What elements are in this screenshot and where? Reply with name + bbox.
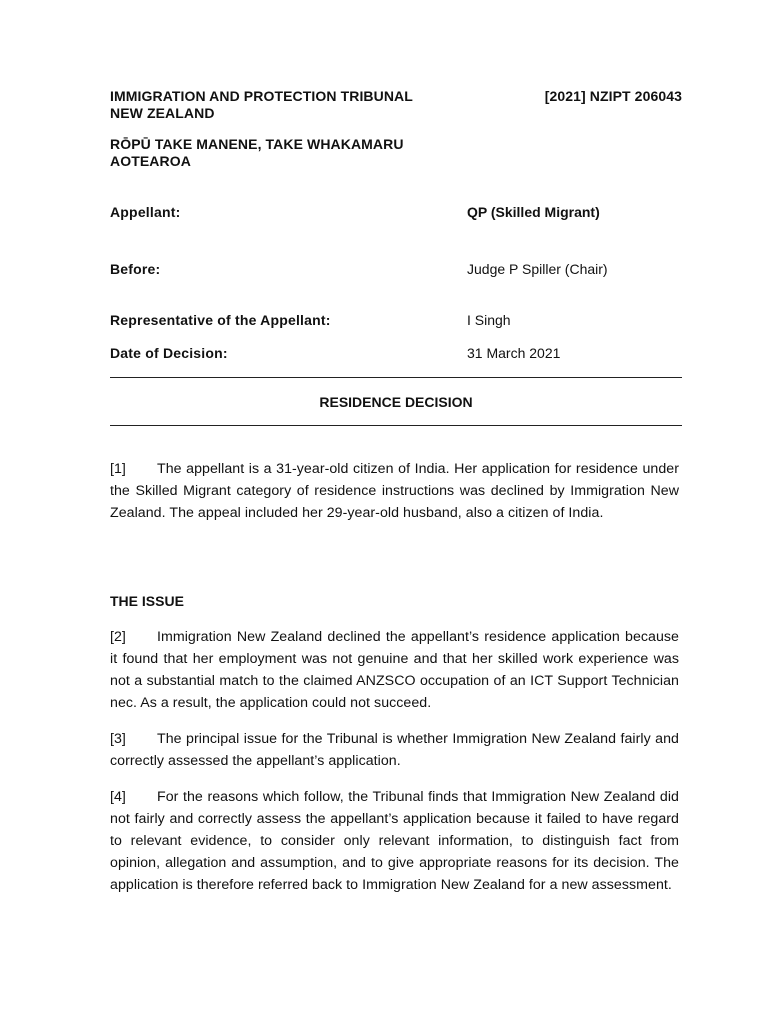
tribunal-name [110, 88, 470, 122]
paragraph-text: The appellant is a 31-year-old citizen of India. Her application for residence under the Skilled Migrant category of residence instructions was declined by Immigration New Zealand. The appeal included her 29-year-old husband, also a citizen of India. [110, 461, 679, 521]
paragraph-2 [110, 626, 679, 714]
maori-title [110, 136, 682, 170]
tribunal-name-line2: NEW ZEALAND [110, 105, 215, 121]
paragraph-number: [4] [110, 789, 126, 805]
appellant-label: Appellant: [110, 204, 181, 220]
maori-title-text [110, 136, 470, 170]
date-label: Date of Decision: [110, 345, 228, 361]
paragraph-text: Immigration New Zealand declined the appellant’s residence application because it found that her employment was not genuine and that her skilled work experience was not a substantial match to the claimed ANZSCO occupation of an ICT Support Technician nec. As a result, the application could not succeed. [110, 629, 679, 711]
representative-label: Representative of the Appellant: [110, 312, 331, 328]
before-value: Judge P Spiller (Chair) [467, 261, 608, 277]
document-header [110, 88, 682, 122]
paragraph-1 [110, 458, 679, 524]
paragraph-4 [110, 786, 679, 896]
tribunal-name-line1: IMMIGRATION AND PROTECTION TRIBUNAL [110, 88, 413, 104]
appellant-value: QP (Skilled Migrant) [467, 204, 600, 220]
paragraph-3 [110, 728, 679, 772]
paragraph-text: For the reasons which follow, the Tribunal finds that Immigration New Zealand did not fairly and correctly assess the appellant’s application because it failed to have regard to relevant evidence, to consider only relevant information, to distinguish fact from opinion, allegation and assumption, and to give appropriate reasons for its decision. The application is therefore referred back to Immigration New Zealand for a new assessment. [110, 789, 679, 893]
representative-value: I Singh [467, 312, 511, 328]
paragraph-number: [2] [110, 629, 126, 645]
issue-heading: THE ISSUE [110, 593, 184, 609]
paragraph-text: The principal issue for the Tribunal is whether Immigration New Zealand fairly and correctly assessed the appellant’s application. [110, 731, 679, 769]
before-label: Before: [110, 261, 161, 277]
case-citation: [2021] NZIPT 206043 [544, 88, 682, 104]
paragraph-number: [3] [110, 731, 126, 747]
maori-title-line2: AOTEAROA [110, 153, 191, 169]
paragraph-number: [1] [110, 461, 126, 477]
date-value: 31 March 2021 [467, 345, 561, 361]
top-divider [110, 377, 682, 378]
maori-title-line1: RŌPŪ TAKE MANENE, TAKE WHAKAMARU [110, 136, 404, 152]
bottom-divider [110, 425, 682, 426]
decision-title: RESIDENCE DECISION [319, 394, 473, 410]
